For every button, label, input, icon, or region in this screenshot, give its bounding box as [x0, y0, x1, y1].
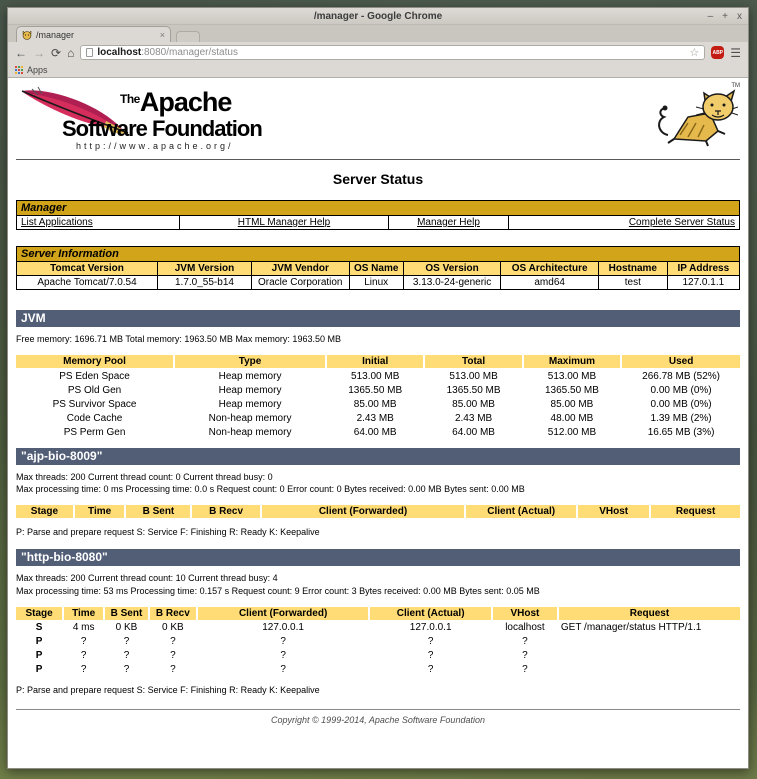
manager-table — [16, 200, 740, 230]
table-cell: 3.13.0-24-generic — [403, 276, 501, 290]
memory-pool-row — [16, 398, 740, 410]
table-cell: PS Perm Gen — [63, 426, 126, 438]
memory-pool-row — [16, 370, 740, 382]
table-cell — [559, 650, 740, 662]
url-host: localhost — [97, 47, 142, 58]
copyright-notice: Copyright © 1999-2014, Apache Software Foundation — [271, 714, 485, 725]
tab-title: /manager — [36, 29, 75, 40]
http-threads-line: Max threads: 200 Current thread count: 10 Current thread busy: 4 — [16, 573, 278, 584]
server-info-value-row — [17, 276, 740, 290]
column-header: B Sent — [126, 505, 190, 518]
table-cell: ? — [80, 636, 87, 648]
table-cell: 64.00 MB — [452, 426, 495, 438]
column-header: Hostname — [598, 262, 667, 276]
table-cell: 1365.50 MB — [544, 384, 599, 396]
column-header: OS Version — [403, 262, 501, 276]
column-header: Time — [75, 505, 125, 518]
http-processing-line: Max processing time: 53 ms Processing time: 0.157 s Request count: 9 Error count: 3 Bytes received: 0.00 MB Bytes sent: 0.05 MB — [16, 585, 540, 596]
ajp-connector-header: "ajp-bio-8009" — [16, 448, 740, 465]
table-cell: localhost — [505, 622, 545, 634]
table-cell: 64.00 MB — [353, 426, 397, 438]
table-cell — [559, 664, 740, 676]
http-request-table — [14, 605, 742, 678]
table-cell: PS Survivor Space — [52, 398, 137, 410]
memory-pool-header-row — [16, 355, 740, 368]
link-list-applications[interactable]: List Applications — [21, 217, 93, 228]
table-cell: ? — [80, 650, 87, 662]
table-cell: P — [35, 636, 43, 648]
table-cell: ? — [522, 650, 528, 662]
table-cell: 48.00 MB — [550, 412, 594, 424]
table-cell: Non-heap memory — [208, 412, 292, 424]
table-cell: Oracle Corporation — [251, 276, 349, 290]
column-header: OS Architecture — [501, 262, 599, 276]
table-cell: ? — [280, 650, 286, 662]
table-cell: 127.0.1.1 — [667, 276, 739, 290]
column-header: Client (Forwarded) — [262, 505, 464, 518]
table-cell: Heap memory — [218, 384, 282, 396]
table-cell: Code Cache — [66, 412, 123, 424]
http-stage-legend: P: Parse and prepare request S: Service F: Finishing R: Ready K: Keepalive — [16, 684, 320, 695]
footer-divider — [16, 709, 740, 710]
page-icon — [86, 48, 93, 57]
table-cell: 4 ms — [72, 622, 95, 634]
column-header: OS Name — [349, 262, 403, 276]
table-cell: 0 KB — [115, 622, 138, 634]
apps-shortcut[interactable]: Apps — [27, 65, 48, 75]
tomcat-favicon — [22, 30, 32, 40]
link-manager-help[interactable]: Manager Help — [417, 217, 480, 228]
column-header: Time — [64, 607, 103, 620]
back-icon[interactable]: ← — [15, 45, 27, 60]
table-cell: 16.65 MB (3%) — [647, 426, 715, 438]
table-cell: 266.78 MB (52%) — [642, 370, 720, 382]
table-cell: 1365.50 MB — [446, 384, 501, 396]
table-cell: ? — [427, 650, 434, 662]
apps-grid-icon — [15, 66, 23, 74]
table-cell: 1365.50 MB — [348, 384, 403, 396]
table-cell: 1.39 MB (2%) — [650, 412, 712, 424]
ajp-threads-line: Max threads: 200 Current thread count: 0 Current thread busy: 0 — [16, 472, 273, 483]
table-cell: P — [35, 650, 43, 662]
column-header: VHost — [493, 607, 557, 620]
table-cell: ? — [170, 636, 176, 648]
table-cell: test — [598, 276, 667, 290]
table-cell: amd64 — [501, 276, 599, 290]
masthead-divider — [16, 159, 740, 160]
column-header: Tomcat Version — [17, 262, 158, 276]
table-cell: 0.00 MB (0%) — [650, 384, 712, 396]
jvm-section-header: JVM — [16, 310, 740, 327]
column-header: JVM Vendor — [251, 262, 349, 276]
link-complete-server-status[interactable]: Complete Server Status — [628, 217, 735, 228]
table-cell: Non-heap memory — [208, 426, 292, 438]
column-header: Client (Actual) — [370, 607, 491, 620]
brand-line-1 — [120, 87, 231, 118]
close-button[interactable]: x — [737, 10, 742, 22]
ajp-request-table — [14, 503, 742, 520]
request-row — [16, 650, 740, 662]
column-header: JVM Version — [157, 262, 251, 276]
page-title: Server Status — [332, 171, 424, 187]
table-cell: 2.43 MB — [356, 412, 394, 424]
table-cell: 127.0.0.1 — [409, 622, 452, 634]
trademark-label: TM — [731, 83, 740, 89]
http-request-header-row — [16, 607, 740, 620]
window-title: /manager - Google Chrome — [313, 10, 443, 22]
table-cell: 1.7.0_55-b14 — [157, 276, 251, 290]
column-header: Memory Pool — [16, 355, 173, 368]
table-cell: 0.00 MB (0%) — [650, 398, 712, 410]
table-cell: ? — [280, 664, 286, 676]
memory-pool-row — [16, 426, 740, 438]
page-content — [8, 78, 748, 768]
table-cell: Heap memory — [218, 370, 282, 382]
column-header: B Recv — [150, 607, 196, 620]
request-row — [16, 636, 740, 648]
table-cell: 513.00 MB — [547, 370, 597, 382]
new-tab-button[interactable] — [176, 31, 200, 42]
request-row — [16, 622, 740, 634]
column-header: Total — [425, 355, 521, 368]
table-cell: Apache Tomcat/7.0.54 — [17, 276, 158, 290]
bookmark-star-icon[interactable]: ☆ — [689, 47, 700, 59]
table-cell: ? — [522, 636, 528, 648]
column-header: VHost — [578, 505, 649, 518]
memory-pool-table — [14, 353, 742, 440]
window-titlebar — [8, 8, 748, 25]
reload-icon[interactable]: ⟳ — [51, 45, 62, 60]
chrome-menu-icon[interactable]: ☰ — [730, 45, 741, 60]
ajp-processing-line: Max processing time: 0 ms Processing time: 0.0 s Request count: 0 Error count: 0 Bytes received: 0.00 MB Bytes sent: 0.00 MB — [16, 484, 525, 495]
table-cell: ? — [123, 664, 130, 676]
home-icon[interactable]: ⌂ — [67, 45, 75, 60]
forward-icon[interactable]: → — [33, 45, 45, 60]
ajp-request-header-row — [16, 505, 740, 518]
browser-window — [7, 7, 749, 769]
table-cell: Linux — [349, 276, 403, 290]
masthead — [16, 83, 740, 155]
column-header: Client (Actual) — [466, 505, 576, 518]
table-cell: PS Eden Space — [59, 370, 130, 382]
manager-section-title: Manager — [17, 201, 740, 216]
memory-pool-row — [16, 384, 740, 396]
http-connector-stats — [16, 572, 740, 596]
column-header: IP Address — [667, 262, 739, 276]
brand-name: Apache — [139, 87, 232, 117]
table-cell: ? — [170, 650, 176, 662]
ajp-connector-stats — [16, 471, 740, 495]
table-cell: ? — [123, 636, 130, 648]
table-cell: ? — [123, 650, 130, 662]
column-header: Initial — [327, 355, 423, 368]
url-path: :8080/manager/status — [141, 47, 238, 58]
table-cell: ? — [427, 664, 434, 676]
column-header: Request — [651, 505, 740, 518]
request-row — [16, 664, 740, 676]
tomcat-logo — [652, 83, 738, 147]
table-cell: ? — [170, 664, 176, 676]
column-header: Client (Forwarded) — [198, 607, 368, 620]
server-info-section-title: Server Information — [17, 247, 740, 262]
table-cell: P — [35, 664, 43, 676]
table-cell: 85.00 MB — [550, 398, 594, 410]
column-header: Request — [559, 607, 740, 620]
table-cell — [559, 636, 740, 648]
tab-manager[interactable] — [16, 26, 171, 42]
adblock-extension-icon[interactable]: ABP — [711, 46, 724, 59]
memory-pool-row — [16, 412, 740, 424]
table-cell: GET /manager/status HTTP/1.1 — [560, 622, 702, 634]
table-cell: 127.0.0.1 — [262, 622, 304, 634]
column-header: Type — [175, 355, 325, 368]
table-cell: 0 KB — [162, 622, 184, 634]
ajp-stage-legend: P: Parse and prepare request S: Service F: Finishing R: Ready K: Keepalive — [16, 527, 320, 538]
tab-strip — [8, 25, 748, 42]
link-html-manager-help[interactable]: HTML Manager Help — [237, 217, 331, 228]
table-cell: ? — [80, 664, 87, 676]
table-cell: ? — [427, 636, 434, 648]
maximize-button[interactable]: + — [722, 10, 728, 22]
tab-close-icon[interactable]: × — [159, 29, 165, 40]
table-cell: PS Old Gen — [67, 384, 122, 396]
brand-line-2: Software Foundation — [62, 116, 262, 141]
browser-toolbar — [8, 42, 748, 63]
column-header: B Sent — [105, 607, 148, 620]
column-header: Maximum — [524, 355, 620, 368]
server-info-table — [16, 246, 740, 290]
bookmarks-bar — [8, 63, 748, 78]
table-cell: S — [35, 622, 43, 634]
jvm-memory-summary: Free memory: 1696.71 MB Total memory: 1963.50 MB Max memory: 1963.50 MB — [16, 334, 341, 344]
table-cell: 512.00 MB — [547, 426, 597, 438]
table-cell: 85.00 MB — [353, 398, 397, 410]
table-cell: 85.00 MB — [452, 398, 495, 410]
column-header: B Recv — [192, 505, 259, 518]
table-cell: Heap memory — [218, 398, 282, 410]
minimize-button[interactable]: – — [707, 10, 714, 22]
http-connector-header: "http-bio-8080" — [16, 549, 740, 566]
brand-url: http://www.apache.org/ — [76, 141, 234, 151]
column-header: Stage — [16, 505, 73, 518]
window-controls — [708, 8, 742, 25]
brand-the: The — [120, 92, 140, 106]
table-cell: 513.00 MB — [351, 370, 400, 382]
column-header: Used — [622, 355, 740, 368]
server-info-header-row — [17, 262, 740, 276]
address-bar[interactable] — [80, 45, 705, 60]
table-cell: 2.43 MB — [454, 412, 493, 424]
column-header: Stage — [16, 607, 62, 620]
table-cell: ? — [522, 664, 528, 676]
table-cell: ? — [280, 636, 286, 648]
table-cell: 513.00 MB — [449, 370, 498, 382]
